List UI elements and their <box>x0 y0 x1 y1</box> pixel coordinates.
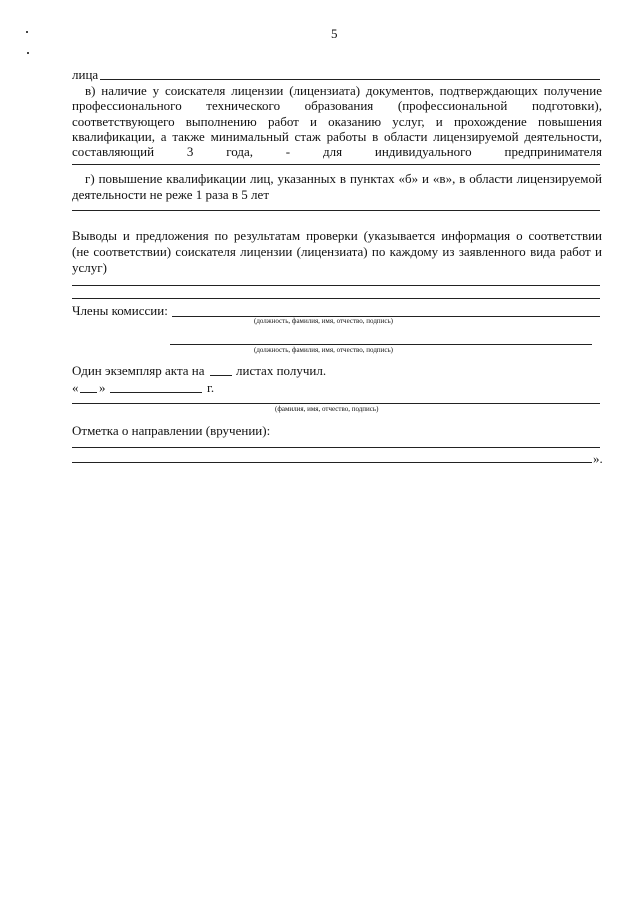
item-v-line-1: в) наличие у соискателя лицензии (лицензиата) документов, подтверждающих получение <box>85 83 602 98</box>
item-v-prefix: лица <box>72 67 99 82</box>
direction-end-mark: ». <box>593 451 603 466</box>
commission-caption-2: (должность, фамилия, имя, отчество, подпись) <box>254 346 394 354</box>
receipt-text-a: Один экземпляр акта на <box>72 363 205 378</box>
commission-label: Члены комиссии: <box>72 303 168 318</box>
signature-line <box>170 344 592 345</box>
year-suffix: г. <box>207 380 215 395</box>
day-line <box>80 392 97 393</box>
item-v-line-4: квалификации, а также минимальный стаж работы в области лицензируемой деятельности, <box>72 129 602 144</box>
fill-line <box>72 164 600 165</box>
fill-line <box>72 462 592 463</box>
fill-line <box>100 79 600 80</box>
month-line <box>110 392 202 393</box>
item-g-line-1: г) повышение квалификации лиц, указанных в пунктах «б» и «в», в области лицензируемой <box>85 171 602 186</box>
item-g-line-2: деятельности не реже 1 раза в 5 лет <box>72 187 269 202</box>
conclusions-line-2: (не соответствии) соискателя лицензии (лицензиата) по каждому из заявленного вида работ и <box>72 244 602 259</box>
date-open-quote: « <box>72 380 79 395</box>
item-v-line-2: профессионального технического образования (профессиональной подготовки), <box>72 98 602 113</box>
item-v-line-5: составляющий 3 года, - для индивидуального предпринимателя <box>72 144 602 159</box>
receipt-text-b: листах получил. <box>236 363 327 378</box>
fill-line <box>72 210 600 211</box>
item-v-line-3: соответствующего выполнению работ и оказанию услуг, и прохождение повышения <box>72 114 602 129</box>
commission-caption-1: (должность, фамилия, имя, отчество, подпись) <box>254 317 394 325</box>
page-number: 5 <box>331 26 338 41</box>
direction-label: Отметка о направлении (вручении): <box>72 423 271 438</box>
fill-line <box>72 298 600 299</box>
scan-speck <box>26 31 28 33</box>
sheets-count-line <box>210 375 232 376</box>
scan-speck <box>27 52 29 54</box>
receipt-caption: (фамилия, имя, отчество, подпись) <box>275 405 379 413</box>
date-close-quote: » <box>99 380 106 395</box>
fill-line <box>72 285 600 286</box>
signature-line <box>72 403 600 404</box>
conclusions-line-1: Выводы и предложения по результатам проверки (указывается информация о соответствии <box>72 228 602 243</box>
conclusions-line-3: услуг) <box>72 260 107 275</box>
fill-line <box>72 447 600 448</box>
